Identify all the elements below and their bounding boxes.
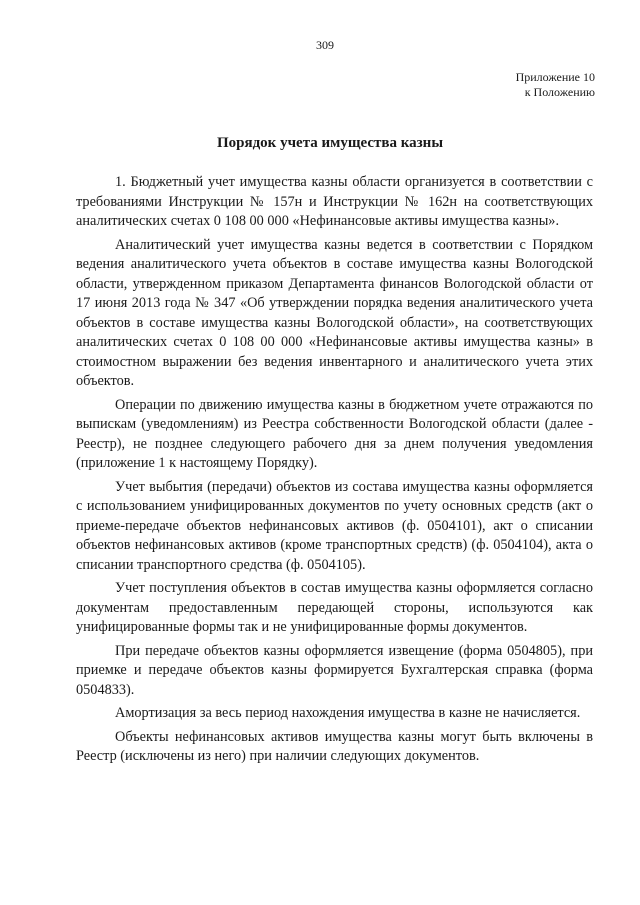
appendix-line-2: к Положению: [524, 85, 595, 99]
paragraph: Учет поступления объектов в состав имущества казны оформляется согласно документам предоставленным передающей стороны, используются как унифицированные формы так и не унифицированные формы документов.: [76, 580, 593, 635]
paragraph: При передаче объектов казны оформляется извещение (форма 0504805), при приемке и передаче объектов казны формируется Бухгалтерская справка (форма 0504833).: [76, 642, 593, 698]
paragraph: Операции по движению имущества казны в бюджетном учете отражаются по выпискам (уведомлениям) из Реестра собственности Вологодской области (далее - Реестр), не позднее следующего рабочего дня за днем получения уведомления (приложение 1 к настоящему Порядку).: [76, 396, 593, 471]
paragraph: Аналитический учет имущества казны ведется в соответствии с Порядком ведения аналитического учета объектов в составе имущества казны Вологодской области, утвержденном приказом Департамента финансов Вологодской области от 17 июня 2013 года № 347 «Об утверждении порядка ведения аналитического учета объектов в составе имущества казны Вологодской области», на соответствующих аналитических счетах 0 108 00 000 «Нефинансовые активы имущества казны» в стоимостном выражении без ведения инвентарного и аналитического учета этих объектов.: [76, 236, 593, 389]
document-body: [76, 173, 593, 771]
page-number: 309: [316, 38, 334, 52]
paragraph: Амортизация за весь период нахождения имущества в казне не начисляется.: [115, 705, 581, 721]
paragraph: Учет выбытия (передачи) объектов из состава имущества казны оформляется с использованием унифицированных документов по учету основных средств (акт о приеме-передаче объектов нефинансовых активов (ф. 0504101), акт о списании объектов нефинансовых активов (кроме транспортных средств) (ф. 0504104), акта о списании транспортного средства (ф. 0504105).: [76, 478, 593, 573]
paragraph: 1. Бюджетный учет имущества казны области организуется в соответствии с требованиями Инструкции № 157н и Инструкции № 162н на соответствующих аналитических счетах 0 108 00 000 «Нефинансовые активы имущества казны».: [76, 174, 593, 229]
document-title: Порядок учета имущества казны: [216, 135, 444, 151]
appendix-note: [516, 70, 595, 100]
paragraph: Объекты нефинансовых активов имущества казны могут быть включены в Реестр (исключены из него) при наличии следующих документов.: [76, 728, 593, 764]
appendix-line-1: Приложение 10: [515, 70, 595, 84]
